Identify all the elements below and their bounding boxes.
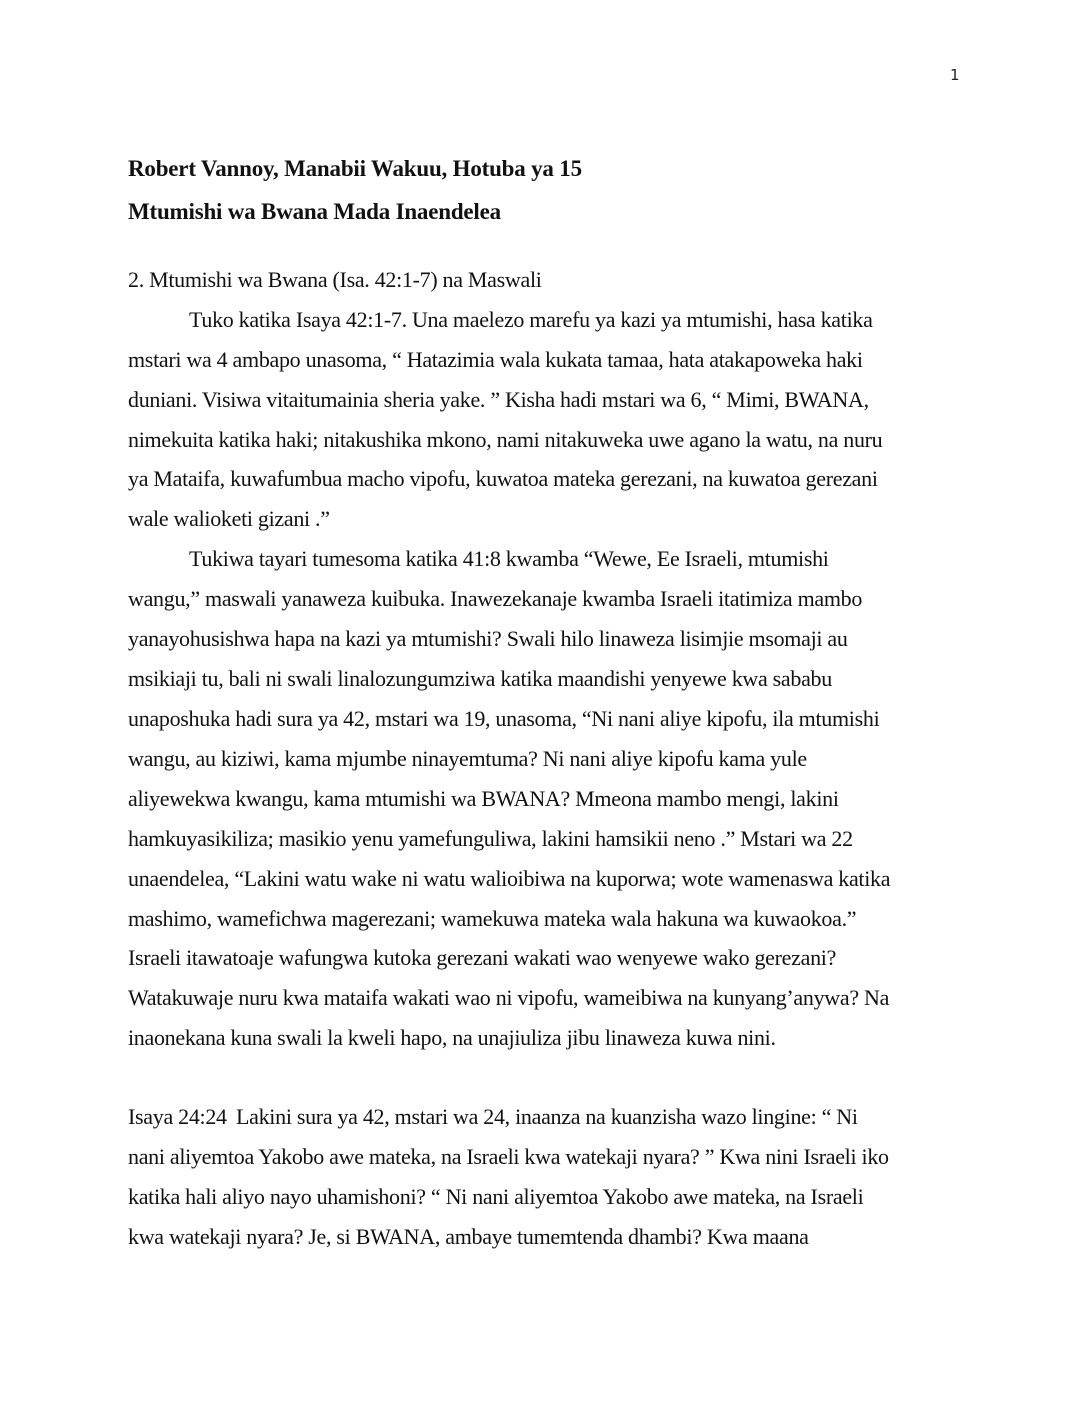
- document-title: Robert Vannoy, Manabii Wakuu, Hotuba ya 15: [128, 156, 582, 181]
- text-line: inaonekana kuna swali la kweli hapo, na unajiuliza jibu linaweza kuwa nini.: [128, 1025, 776, 1050]
- text-line: mashimo, wamefichwa magerezani; wamekuwa mateka wala hakuna wa kuwaokoa.”: [128, 906, 857, 931]
- section-heading: 2. Mtumishi wa Bwana (Isa. 42:1-7) na Maswali: [128, 267, 542, 292]
- text-line: aliyewekwa kwangu, kama mtumishi wa BWANA? Mmeona mambo mengi, lakini: [128, 786, 839, 811]
- text-line: katika hali aliyo nayo uhamishoni? “ Ni nani aliyemtoa Yakobo awe mateka, na Israeli: [128, 1184, 864, 1209]
- text-line: nimekuita katika haki; nitakushika mkono, nami nitakuweka uwe agano la watu, na nuru: [128, 427, 883, 452]
- text-line: Israeli itawatoaje wafungwa kutoka gerezani wakati wao wenyewe wako gerezani?: [128, 945, 837, 970]
- scripture-reference: Isaya 24:24: [128, 1104, 227, 1129]
- page-number: 1: [950, 66, 960, 84]
- text-line: nani aliyemtoa Yakobo awe mateka, na Israeli kwa watekaji nyara? ” Kwa nini Israeli iko: [128, 1144, 889, 1169]
- text-line: wangu,” maswali yanaweza kuibuka. Inawezekanaje kwamba Israeli itatimiza mambo: [128, 586, 863, 611]
- text-line: mstari wa 4 ambapo unasoma, “ Hatazimia wala kukata tamaa, hata atakapoweka haki: [128, 347, 863, 372]
- text-line: Tuko katika Isaya 42:1-7. Una maelezo marefu ya kazi ya mtumishi, hasa katika: [189, 307, 873, 332]
- text-line: wale walioketi gizani .”: [128, 506, 330, 531]
- text-line: ya Mataifa, kuwafumbua macho vipofu, kuwatoa mateka gerezani, na kuwatoa gerezani: [128, 466, 878, 491]
- text-line: [128, 1104, 858, 1130]
- document-subtitle: Mtumishi wa Bwana Mada Inaendelea: [128, 199, 501, 224]
- text-line: Tukiwa tayari tumesoma katika 41:8 kwamba “Wewe, Ee Israeli, mtumishi: [189, 546, 829, 571]
- text-line: yanayohusishwa hapa na kazi ya mtumishi? Swali hilo linaweza lisimjie msomaji au: [128, 626, 848, 651]
- text-line: Watakuwaje nuru kwa mataifa wakati wao ni vipofu, wameibiwa na kunyang’anywa? Na: [128, 985, 890, 1010]
- text-line: duniani. Visiwa vitaitumainia sheria yake. ” Kisha hadi mstari wa 6, “ Mimi, BWANA,: [128, 387, 869, 412]
- text-line: kwa watekaji nyara? Je, si BWANA, ambaye tumemtenda dhambi? Kwa maana: [128, 1224, 809, 1249]
- text-line-content: Lakini sura ya 42, mstari wa 24, inaanza na kuanzisha wazo lingine: “ Ni: [236, 1104, 858, 1129]
- text-line: unaposhuka hadi sura ya 42, mstari wa 19, unasoma, “Ni nani aliye kipofu, ila mtumishi: [128, 706, 880, 731]
- text-line: msikiaji tu, bali ni swali linalozungumziwa katika maandishi yenyewe kwa sababu: [128, 666, 832, 691]
- text-line: hamkuyasikiliza; masikio yenu yamefunguliwa, lakini hamsikii neno .” Mstari wa 22: [128, 826, 853, 851]
- text-line: unaendelea, “Lakini watu wake ni watu walioibiwa na kuporwa; wote wamenaswa katika: [128, 866, 891, 891]
- text-line: wangu, au kiziwi, kama mjumbe ninayemtuma? Ni nani aliye kipofu kama yule: [128, 746, 807, 771]
